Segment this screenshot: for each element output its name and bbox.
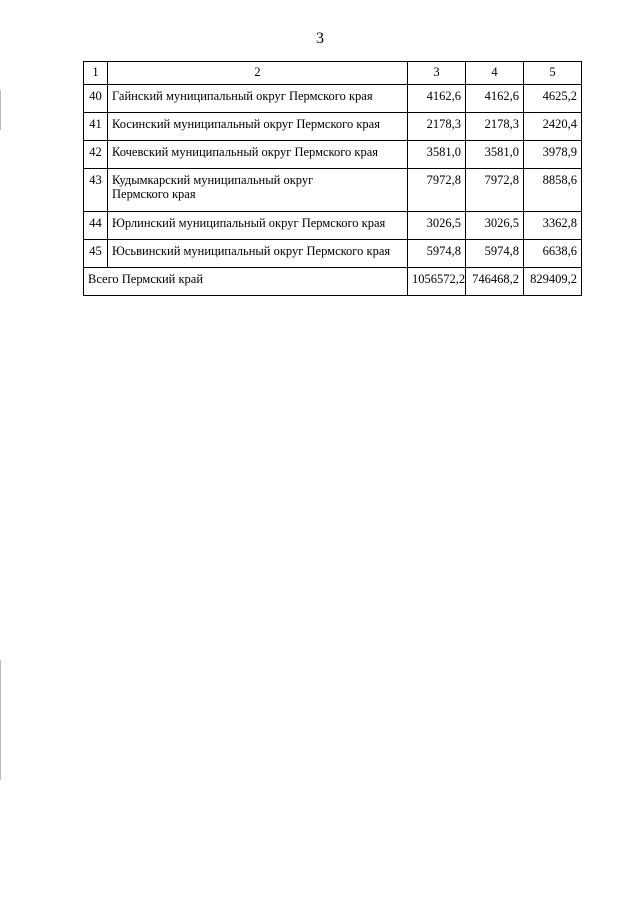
municipality-name: Юсьвинский муниципальный округ Пермского края	[108, 240, 408, 268]
total-col4: 746468,2	[466, 268, 524, 296]
total-label: Всего Пермский край	[84, 268, 408, 296]
municipality-name	[108, 169, 408, 212]
table-row	[84, 85, 582, 113]
table-total-row	[84, 268, 582, 296]
value-col3: 2178,3	[408, 113, 466, 141]
table-row	[84, 113, 582, 141]
scan-edge-mark	[0, 90, 1, 130]
header-cell: 3	[408, 62, 466, 85]
header-cell: 5	[524, 62, 582, 85]
value-col5: 3362,8	[524, 212, 582, 240]
municipality-name: Кочевский муниципальный округ Пермского края	[108, 141, 408, 169]
value-col4: 3026,5	[466, 212, 524, 240]
municipality-name-text: Кудымкарский муниципальный округ Пермского края	[112, 173, 314, 201]
row-number: 40	[84, 85, 108, 113]
value-col5: 6638,6	[524, 240, 582, 268]
value-col3: 5974,8	[408, 240, 466, 268]
table-row	[84, 141, 582, 169]
header-cell: 2	[108, 62, 408, 85]
row-number: 42	[84, 141, 108, 169]
value-col4: 5974,8	[466, 240, 524, 268]
scan-edge-mark	[0, 660, 1, 780]
header-cell: 1	[84, 62, 108, 85]
row-number: 41	[84, 113, 108, 141]
table-row	[84, 240, 582, 268]
data-table	[83, 61, 582, 296]
value-col5: 4625,2	[524, 85, 582, 113]
municipality-name: Гайнский муниципальный округ Пермского края	[108, 85, 408, 113]
municipality-name: Косинский муниципальный округ Пермского края	[108, 113, 408, 141]
total-col5: 829409,2	[524, 268, 582, 296]
table-row	[84, 212, 582, 240]
value-col4: 7972,8	[466, 169, 524, 212]
row-number: 43	[84, 169, 108, 212]
municipality-name: Юрлинский муниципальный округ Пермского края	[108, 212, 408, 240]
value-col4: 4162,6	[466, 85, 524, 113]
value-col5: 3978,9	[524, 141, 582, 169]
row-number: 45	[84, 240, 108, 268]
page-number: 3	[316, 30, 324, 47]
value-col5: 2420,4	[524, 113, 582, 141]
value-col4: 2178,3	[466, 113, 524, 141]
value-col4: 3581,0	[466, 141, 524, 169]
table-row	[84, 169, 582, 212]
value-col3: 3026,5	[408, 212, 466, 240]
value-col3: 4162,6	[408, 85, 466, 113]
value-col5: 8858,6	[524, 169, 582, 212]
header-cell: 4	[466, 62, 524, 85]
value-col3: 7972,8	[408, 169, 466, 212]
table-header-row	[84, 62, 582, 85]
row-number: 44	[84, 212, 108, 240]
total-col3: 1056572,2	[408, 268, 466, 296]
value-col3: 3581,0	[408, 141, 466, 169]
